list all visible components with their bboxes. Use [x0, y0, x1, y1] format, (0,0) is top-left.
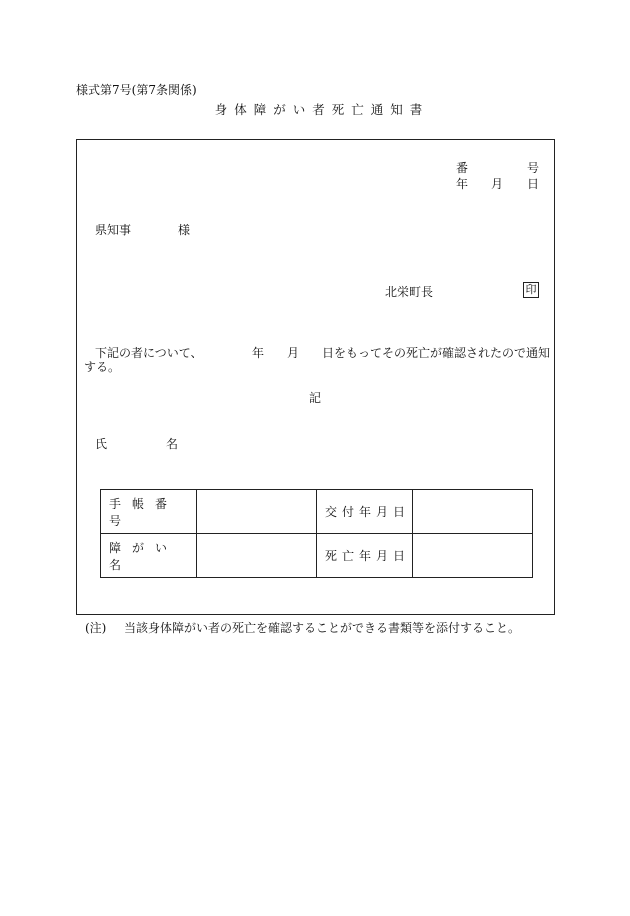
body-text-line2: する。: [84, 360, 121, 374]
issue-date-label: 交付年月日: [317, 490, 413, 534]
body-year-label: 年: [252, 346, 265, 360]
date-year-label: 年: [456, 177, 469, 191]
name-label-right: 名: [166, 437, 179, 451]
document-title: 身体障がい者死亡通知書: [214, 102, 430, 117]
addressee-label: 県知事: [95, 223, 132, 237]
sender-name: 北栄町長: [385, 285, 434, 299]
form-number: 様式第7号(第7条関係): [76, 83, 197, 97]
note-text: 当該身体障がい者の死亡を確認することができる書類等を添付すること。: [124, 621, 521, 635]
number-label-left: 番: [456, 161, 469, 175]
disability-name-field[interactable]: [197, 534, 317, 578]
note-label: (注): [85, 621, 107, 635]
handbook-number-field[interactable]: [197, 490, 317, 534]
body-month-label: 月: [287, 346, 300, 360]
death-date-field[interactable]: [413, 534, 533, 578]
body-text-prefix: 下記の者について、: [95, 346, 203, 360]
number-label-right: 号: [527, 161, 540, 175]
addressee-honorific: 様: [178, 223, 191, 237]
name-label-left: 氏: [95, 437, 108, 451]
handbook-number-label: 手帳番号: [101, 490, 197, 534]
date-day-label: 日: [527, 177, 540, 191]
table-row: [101, 534, 533, 578]
body-text-rest: 日をもってその死亡が確認されたので通知: [322, 346, 551, 360]
disability-name-label: 障がい名: [101, 534, 197, 578]
date-month-label: 月: [491, 177, 504, 191]
issue-date-field[interactable]: [413, 490, 533, 534]
seal-mark: 印: [523, 282, 539, 298]
death-date-label: 死亡年月日: [317, 534, 413, 578]
table-row: [101, 490, 533, 534]
info-table: [100, 489, 533, 578]
ki-heading: 記: [308, 391, 321, 405]
